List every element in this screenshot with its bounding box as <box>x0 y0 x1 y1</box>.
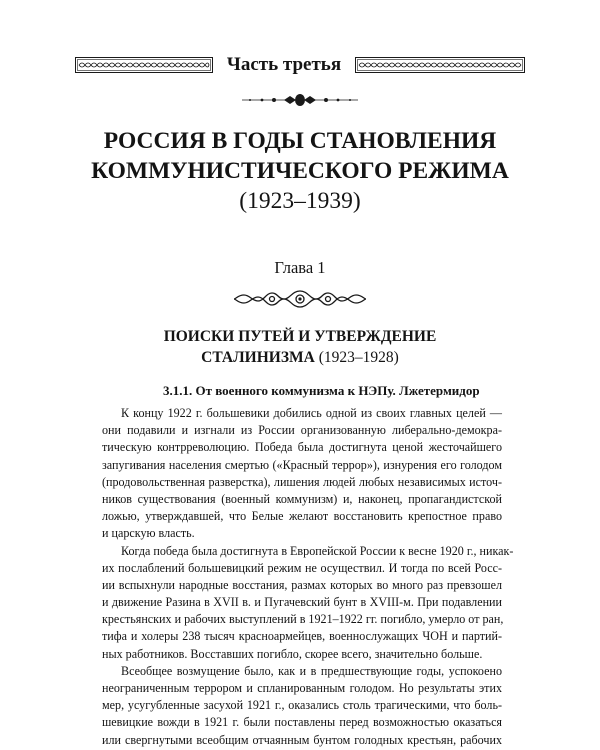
body-line: крестьянских и рабочих выступлений в 1921–1922 гг. погибло, умерло от ран, <box>102 612 504 627</box>
body-line: Когда победа была достигнута в Европейской России к весне 1920 г., никак- <box>121 543 514 558</box>
ornament-divider <box>232 287 368 311</box>
body-line: К концу 1922 г. большевики добились одной из своих главных целей — <box>121 406 502 420</box>
chapter-title <box>60 326 540 368</box>
body-line: ных работников. Восставших погибло, скорее всего, значительно больше. <box>102 646 483 661</box>
body-line: Всеобщее возмущение было, как и в предшествующие годы, успокоено <box>121 663 502 678</box>
ornamental-band-right <box>355 57 525 73</box>
chapter-label: Глава 1 <box>274 258 326 277</box>
body-line: тифа и холеры 238 тысяч красноармейцев, военнослужащих ЧОН и партий- <box>102 629 502 644</box>
main-title <box>60 126 540 186</box>
section-title: 3.1.1. От военного коммунизма к НЭПу. Лжетермидор <box>163 383 480 398</box>
body-line: мер, усугубленные засухой 1921 г., оказались столь трагическими, что боль- <box>102 698 502 713</box>
body-line: запугивания населения смертью («Красный террор»), изнурения его голодом <box>102 457 502 472</box>
chapter-title-main: СТАЛИНИЗМА <box>201 349 315 366</box>
body-line: шевицкие вожди в 1921 г. были поставлены перед возможностью оказаться <box>102 715 502 730</box>
main-title-line-2: КОММУНИСТИЧЕСКОГО РЕЖИМА <box>91 158 509 184</box>
part-title: Часть третья <box>226 54 342 75</box>
part-header <box>75 50 525 80</box>
decorative-divider <box>240 93 360 107</box>
body-line: (продовольственная разверстка), лишения людей любых независимых источ- <box>102 474 502 489</box>
ornamental-band-left <box>75 57 213 73</box>
main-title-line-1: РОССИЯ В ГОДЫ СТАНОВЛЕНИЯ <box>103 128 497 154</box>
body-line: их послаблений большевицкий режим не осуществил. И тогда по всей Росс- <box>102 560 502 575</box>
body-line: тическую контрреволюцию. Победа была достигнута ценой жесточайшего <box>102 440 502 455</box>
body-line: ложью, утверждавшей, что Белые желают восстановить крепостное право <box>102 509 502 524</box>
body-text <box>102 405 514 749</box>
body-line: ников существования (военный коммунизм) и, наконец, пропагандистской <box>102 491 502 506</box>
body-line: и царскую власть. <box>102 526 195 541</box>
chapter-title-years: (1923–1928) <box>318 349 399 366</box>
chapter-title-line-2 <box>60 347 540 368</box>
chapter-title-line-1: ПОИСКИ ПУТЕЙ И УТВЕРЖДЕНИЕ <box>163 328 437 345</box>
body-line: неограниченным террором и спланированным голодом. Но результаты этих <box>102 681 502 695</box>
body-line: они подавили и изгнали из России организованную либерально-демокра- <box>102 423 502 438</box>
body-line: и движение Разина в XVII в. и Пугачевский бунт в XVIII-м. При подавлении <box>102 595 502 610</box>
body-line: ии вспыхнули народные восстания, размах которых во много раз превзошел <box>102 577 502 592</box>
body-line: или свергнутыми всеобщим отчаянным бунтом голодных крестьян, рабочих <box>102 732 502 747</box>
main-title-years: (1923–1939) <box>239 188 361 214</box>
